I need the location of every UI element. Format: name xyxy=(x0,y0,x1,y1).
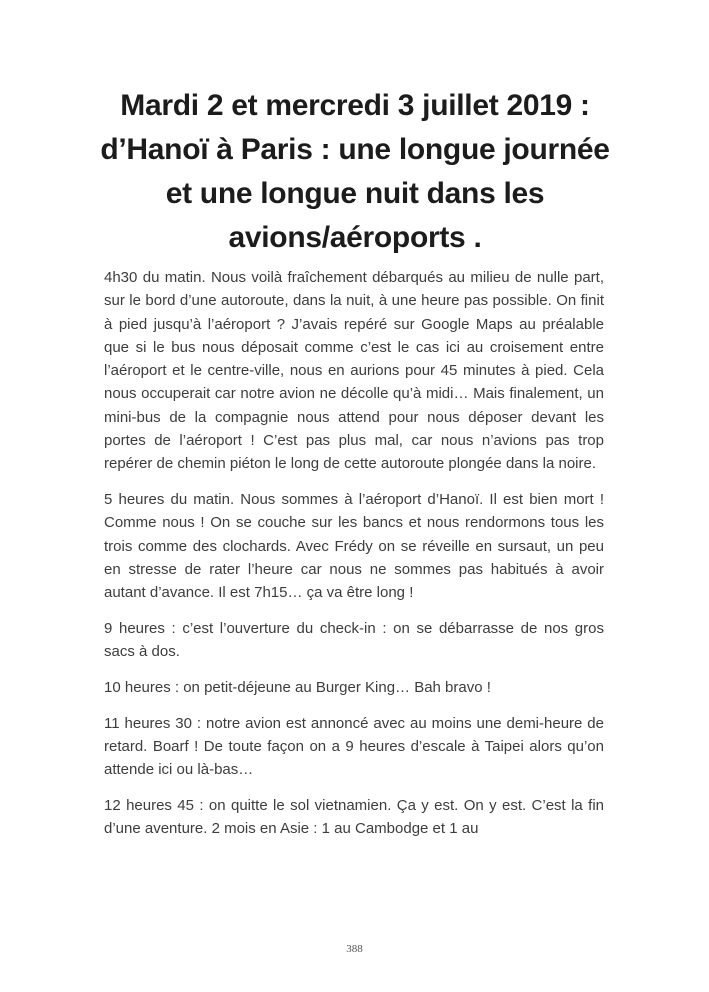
paragraph-12-heures-45: 12 heures 45 : on quitte le sol vietnamien. Ça y est. On y est. C’est la fin d’une aventure. 2 mois en Asie : 1 au Cambodge et 1 au xyxy=(104,796,604,838)
page-title: Mardi 2 et mercredi 3 juillet 2019 : d’Hanoï à Paris : une longue journée et une longue nuit dans les avions/aéroports . xyxy=(100,89,610,254)
paragraph-11-heures-30: 11 heures 30 : notre avion est annoncé avec au moins une demi-heure de retard. Boarf ! De toute façon on a 9 heures d’escale à Taipei alors qu’on attende ici ou là-bas… xyxy=(104,714,604,779)
paragraph-10-heures: 10 heures : on petit-déjeune au Burger King… Bah bravo ! xyxy=(104,678,491,696)
body-text xyxy=(104,266,604,853)
paragraph-4h30: 4h30 du matin. Nous voilà fraîchement débarqués au milieu de nulle part, sur le bord d’une autoroute, dans la nuit, à une heure pas possible. On finit à pied jusqu’à l’aéroport ? J’avais repéré sur Google Maps au préalable que si le bus nous déposait comme c’est le cas ici au croisement entre l’aéroport et le centre-ville, nous en aurions pour 45 minutes à pied. Cela nous occuperait car notre avion ne décolle qu’à midi… Mais finalement, un mini-bus de la compagnie nous attend pour nous déposer devant les portes de l’aéroport ! C’est pas plus mal, car nous n’avions pas trop repérer de chemin piéton le long de cette autoroute plongée dans la noire. xyxy=(104,269,604,473)
paragraph-5-heures: 5 heures du matin. Nous sommes à l’aéroport d’Hanoï. Il est bien mort ! Comme nous ! On se couche sur les bancs et nous rendormons tous les trois comme des clochards. Avec Frédy on se réveille en sursaut, un peu en stresse de rater l’heure car nous ne sommes pas habitués à avoir autant d’avance. Il est 7h15… ça va être long ! xyxy=(104,491,604,602)
page-number: 388 xyxy=(346,943,363,955)
paragraph-9-heures: 9 heures : c’est l’ouverture du check-in : on se débarrasse de nos gros sacs à dos. xyxy=(104,619,604,661)
